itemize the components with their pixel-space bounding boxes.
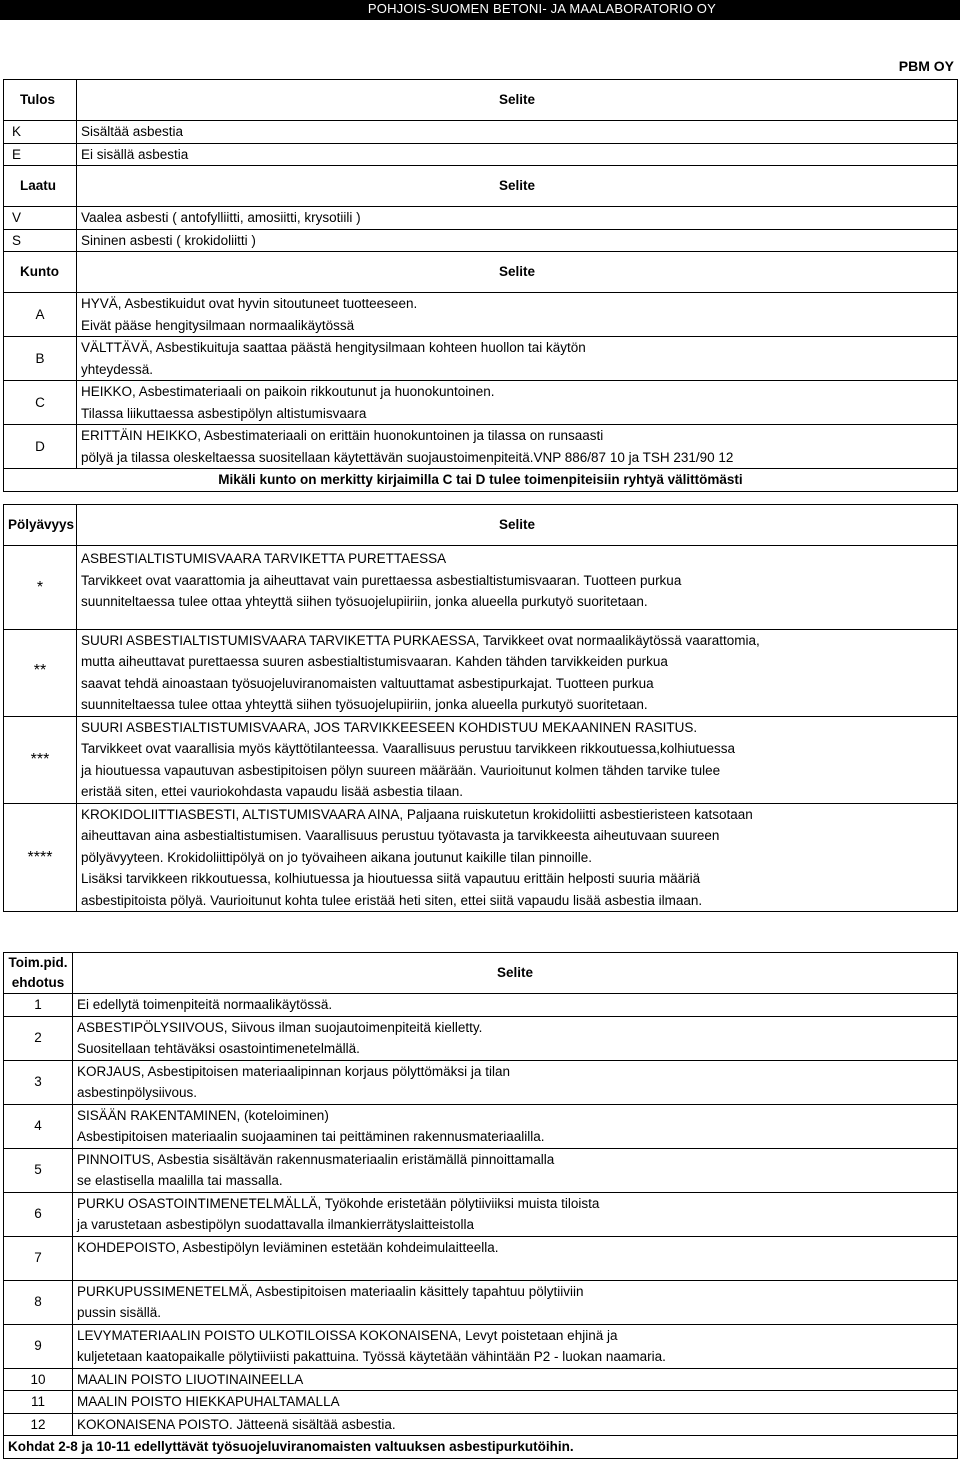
toimenpide-footer: Kohdat 2-8 ja 10-11 edellyttävät työsuojeluviranomaisten valtuuksen asbestipurkutöihin. [4, 1436, 958, 1459]
table-row [4, 1413, 958, 1436]
code-cell: 10 [4, 1368, 73, 1391]
action-table [3, 952, 958, 1459]
code-cell: ** [4, 629, 77, 716]
table-row [4, 425, 958, 469]
description-cell [73, 1060, 958, 1104]
lab-name: POHJOIS-SUOMEN BETONI- JA MAALABORATORIO OY [367, 1, 716, 16]
toimenpide-header [4, 953, 958, 994]
table-row [4, 1060, 958, 1104]
dustiness-table [3, 504, 958, 912]
description-line: aiheuttavan aina asbestialtistumisen. Vaarallisuus perustuu työtavasta ja tarvikkeesta aiheutuvaan suureen [81, 828, 720, 843]
selite-heading: Selite [77, 505, 958, 546]
code-cell: 5 [4, 1148, 73, 1192]
description-line: SUURI ASBESTIALTISTUMISVAARA TARVIKETTA PURKAESSA, Tarvikkeet ovat normaalikäytössä vaarattomia, [81, 632, 760, 648]
table-row [4, 1280, 958, 1324]
table-row [4, 1391, 958, 1414]
table-row [4, 546, 958, 630]
description-cell: Vaalea asbesti ( antofylliitti, amosiitti, krysotiili ) [77, 207, 958, 230]
description-line: mutta aiheuttavat purettaessa suuren asbestialtistumisvaaran. Kahden tähden tarvikkeiden purkua [81, 654, 668, 669]
description-line: suunniteltaessa tulee ottaa yhteyttä siihen työsuojelupiiriin, jonka alueella purkutyö suoritetaan. [81, 594, 648, 609]
description-line: Tarvikkeet ovat vaarattomia ja aiheuttavat vain purettaessa asbestialtistumisvaaran. Tuotteen purkua [81, 572, 682, 588]
description-line: ja hioutuessa vapautuvan asbestipitoisen pölyn suureen määrään. Vaurioitunut kolmen tähden tarvike tulee [81, 762, 721, 778]
description-line: Tilassa liikuttaessa asbestipölyn altistumisvaara [81, 405, 367, 421]
description-line: VÄLTTÄVÄ, Asbestikuituja saattaa päästä hengitysilmaan kohteen huollon tai käytön [81, 340, 586, 355]
table-row [4, 803, 958, 912]
table-row [4, 1148, 958, 1192]
description-line: Tarvikkeet ovat vaarallisia myös käyttötilanteessa. Vaarallisuus perustuu tarvikkeen rikkoutuessa,kolhiutuessa [81, 741, 736, 756]
description-cell [77, 425, 958, 469]
table-row [4, 337, 958, 381]
selite-heading: Selite [77, 166, 958, 207]
description-line: MAALIN POISTO LIUOTINAINEELLA [77, 1371, 304, 1387]
header-bar [0, 0, 960, 20]
description-cell [73, 1192, 958, 1236]
description-cell [77, 803, 958, 912]
description-line: KOKONAISENA POISTO. Jätteenä sisältää asbestia. [77, 1416, 396, 1432]
code-cell: D [4, 425, 77, 469]
laatu-title: Laatu [4, 166, 77, 207]
description-line: HYVÄ, Asbestikuidut ovat hyvin sitoutuneet tuotteeseen. [81, 296, 418, 311]
code-cell: 11 [4, 1391, 73, 1414]
description-line: ASBESTIALTISTUMISVAARA TARVIKETTA PURETTAESSA [81, 551, 447, 566]
description-cell [77, 337, 958, 381]
table-row [4, 1368, 958, 1391]
table-row [4, 629, 958, 716]
code-cell: E [4, 143, 77, 166]
table-row [4, 381, 958, 425]
description-cell [73, 1016, 958, 1060]
tulos-header [4, 80, 958, 121]
code-cell: 8 [4, 1280, 73, 1324]
description-cell [73, 1148, 958, 1192]
description-cell [77, 293, 958, 337]
laatu-header [4, 166, 958, 207]
description-line: KROKIDOLIITTIASBESTI, ALTISTUMISVAARA AINA, Paljaana ruiskutetun krokidoliitti asbestieristeen katsotaan [81, 806, 753, 822]
code-cell: 4 [4, 1104, 73, 1148]
tulos-title: Tulos [4, 80, 77, 121]
description-line: SISÄÄN RAKENTAMINEN, (koteloiminen) [77, 1107, 329, 1123]
description-cell [77, 381, 958, 425]
polyavyys-header [4, 505, 958, 546]
description-cell [77, 629, 958, 716]
description-line: eristää siten, ettei vauriokohdasta vapaudu lisää asbestia tilaan. [81, 784, 463, 799]
company-name: PBM OY [898, 58, 954, 74]
code-cell: 3 [4, 1060, 73, 1104]
description-cell [73, 1413, 958, 1436]
description-line: Asbestipitoisen materiaalin suojaaminen tai peittäminen rakennusmateriaalilla. [77, 1129, 545, 1144]
code-cell: 9 [4, 1324, 73, 1368]
description-cell [73, 1391, 958, 1414]
description-cell [73, 1368, 958, 1391]
description-line: asbestipitoista pölyä. Vaurioitunut kohta tulee eristää heti siten, ettei siitä vapaudu lisää asbestia ilmaan. [81, 892, 703, 908]
description-cell: Sininen asbesti ( krokidoliitti ) [77, 229, 958, 252]
description-line: PURKU OSASTOINTIMENETELMÄLLÄ, Työkohde eristetään pölytiiviiksi muista tiloista [77, 1195, 600, 1211]
description-line: asbestinpölysiivous. [77, 1085, 198, 1100]
description-line: pussin sisällä. [77, 1305, 162, 1320]
description-line: LEVYMATERIAALIN POISTO ULKOTILOISSA KOKONAISENA, Levyt poistetaan ehjinä ja [77, 1327, 618, 1343]
description-cell [73, 1104, 958, 1148]
code-cell: 6 [4, 1192, 73, 1236]
code-cell: 1 [4, 994, 73, 1017]
description-line: ja varustetaan asbestipölyn suodattavalla ilmankierrätyslaitteistolla [77, 1217, 474, 1232]
description-cell [73, 1280, 958, 1324]
description-line [77, 1258, 953, 1280]
table-row [4, 143, 958, 166]
description-line: ERITTÄIN HEIKKO, Asbestimateriaali on erittäin huonokuntoinen ja tilassa on runsaasti [81, 428, 604, 443]
kunto-note-row [4, 469, 958, 492]
description-line: MAALIN POISTO HIEKKAPUHALTAMALLA [77, 1394, 340, 1409]
kunto-title: Kunto [4, 252, 77, 293]
description-cell: Sisältää asbestia [77, 121, 958, 144]
kunto-note: Mikäli kunto on merkitty kirjaimilla C tai D tulee toimenpiteisiin ryhtyä välittömästi [4, 469, 958, 492]
code-cell: 12 [4, 1413, 73, 1436]
description-cell [73, 1236, 958, 1280]
description-cell [77, 546, 958, 630]
table-row [4, 1016, 958, 1060]
description-line: Eivät pääse hengitysilmaan normaalikäytössä [81, 317, 355, 333]
selite-heading: Selite [77, 252, 958, 293]
description-line: suunniteltaessa tulee ottaa yhteyttä siihen työsuojelupiiriin, jonka alueella purkutyö suoritetaan. [81, 697, 648, 712]
description-line: PURKUPUSSIMENETELMÄ, Asbestipitoisen materiaalin käsittely tapahtuu pölytiiviin [77, 1283, 584, 1299]
result-codes-table [3, 79, 958, 492]
table-row [4, 994, 958, 1017]
description-line: PINNOITUS, Asbestia sisältävän rakennusmateriaalin eristämällä pinnoittamalla [77, 1151, 555, 1167]
table-row [4, 1236, 958, 1280]
code-cell: 7 [4, 1236, 73, 1280]
description-line: KOHDEPOISTO, Asbestipölyn leviäminen estetään kohdeimulaitteella. [77, 1239, 499, 1255]
description-line: ASBESTIPÖLYSIIVOUS, Siivous ilman suojautoimenpiteitä kielletty. [77, 1019, 483, 1035]
toimenpide-title-line: Toim.pid. [8, 955, 68, 970]
table-row [4, 121, 958, 144]
table-row [4, 1104, 958, 1148]
code-cell: 2 [4, 1016, 73, 1060]
code-cell: * [4, 546, 77, 630]
description-line: kuljetetaan kaatopaikalle pölytiiviisti pakattuina. Työssä käytetään vähintään P2 - luokan naamaria. [77, 1349, 666, 1364]
code-cell: **** [4, 803, 77, 912]
description-cell [73, 994, 958, 1017]
code-cell: S [4, 229, 77, 252]
code-cell: A [4, 293, 77, 337]
table-row [4, 207, 958, 230]
table-row [4, 716, 958, 803]
table-row [4, 1192, 958, 1236]
description-line: se elastisella maalilla tai massalla. [77, 1173, 283, 1188]
description-cell: Ei sisällä asbestia [77, 143, 958, 166]
description-line: SUURI ASBESTIALTISTUMISVAARA, JOS TARVIKKEESEEN KOHDISTUU MEKAANINEN RASITUS. [81, 719, 698, 735]
description-line: KORJAUS, Asbestipitoisen materiaalipinnan korjaus pölyttömäksi ja tilan [77, 1063, 510, 1079]
polyavyys-title: Pölyävyys [4, 505, 77, 546]
description-line: saavat tehdä ainoastaan työsuojeluviranomaisten valtuuttamat asbestipurkajat. Tuotteen purkua [81, 675, 654, 691]
code-cell: K [4, 121, 77, 144]
description-line: pölyä ja tilassa oleskeltaessa suositellaan käytettävän suojaustoimenpiteitä.VNP 886/87 10 ja TSH 231/90 12 [81, 449, 734, 465]
description-cell [73, 1324, 958, 1368]
selite-heading: Selite [73, 953, 958, 994]
code-cell: B [4, 337, 77, 381]
code-cell: C [4, 381, 77, 425]
code-cell: V [4, 207, 77, 230]
description-line: Suositellaan tehtäväksi osastointimenetelmällä. [77, 1041, 360, 1056]
description-line: Ei edellytä toimenpiteitä normaalikäytössä. [77, 997, 333, 1012]
toimenpide-title [4, 953, 73, 994]
table-row [4, 293, 958, 337]
table-row [4, 229, 958, 252]
code-cell: *** [4, 716, 77, 803]
kunto-header [4, 252, 958, 293]
table-row [4, 1324, 958, 1368]
description-line: yhteydessä. [81, 361, 154, 377]
description-line: Lisäksi tarvikkeen rikkoutuessa, kolhiutuessa ja hioutuessa siitä vapautuu erittäin helposti suuria määriä [81, 871, 701, 886]
selite-heading: Selite [77, 80, 958, 121]
toimenpide-title-line: ehdotus [11, 975, 65, 990]
description-line: HEIKKO, Asbestimateriaali on paikoin rikkoutunut ja huonokuntoinen. [81, 384, 495, 399]
description-cell [77, 716, 958, 803]
description-line: pölyävyyteen. Krokidoliittipölyä on jo työvaiheen aikana joutunut kaikille tilan pinnoille. [81, 849, 593, 865]
